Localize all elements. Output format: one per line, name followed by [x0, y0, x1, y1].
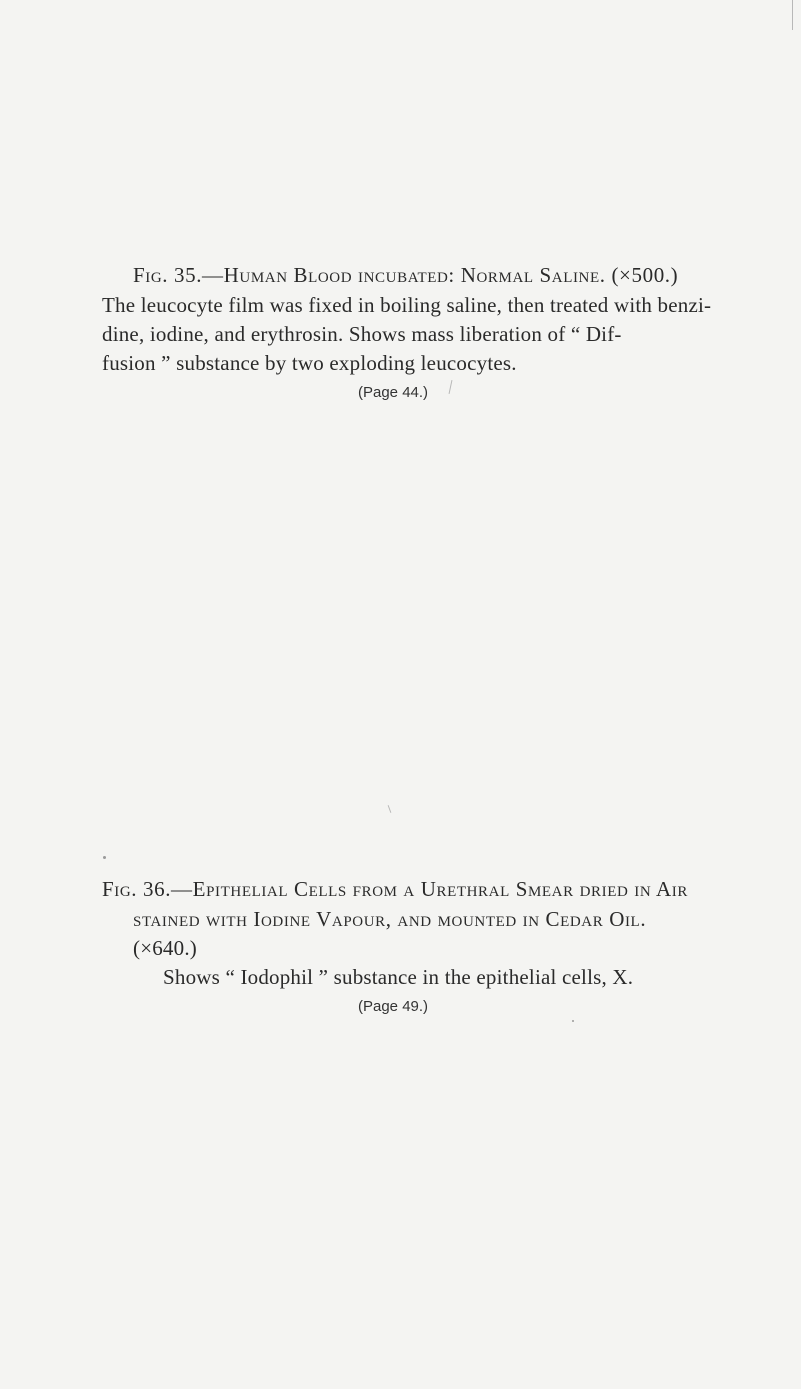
figure-35-page-reference: (Page 44.) [358, 384, 429, 401]
figure-36-title-line-2: stained with Iodine Vapour, and mounted in Cedar Oil. [133, 907, 647, 931]
scan-speck [572, 1020, 574, 1022]
figure-35-body-line-1: The leucocyte film was fixed in boiling saline, then treated with benzi- [102, 293, 712, 317]
scan-hair-mark [388, 805, 392, 813]
figure-35-body-line-3: fusion ” substance by two exploding leucocytes. [102, 351, 517, 375]
figure-36-body: Shows “ Iodophil ” substance in the epithelial cells, X. [163, 965, 634, 989]
scan-hair-mark [449, 380, 453, 394]
scan-edge-mark [792, 0, 793, 30]
figure-36-magnification: (×640.) [133, 936, 197, 960]
scan-speck [103, 856, 106, 859]
figure-36-page-reference: (Page 49.) [358, 998, 429, 1015]
figure-36-title-line-1: Fig. 36.—Epithelial Cells from a Urethral Smear dried in Air [102, 877, 688, 901]
figure-35-title: Fig. 35.—Human Blood incubated: Normal Saline. (×500.) [133, 263, 679, 287]
figure-35-body-line-2: dine, iodine, and erythrosin. Shows mass liberation of “ Dif- [102, 322, 622, 346]
